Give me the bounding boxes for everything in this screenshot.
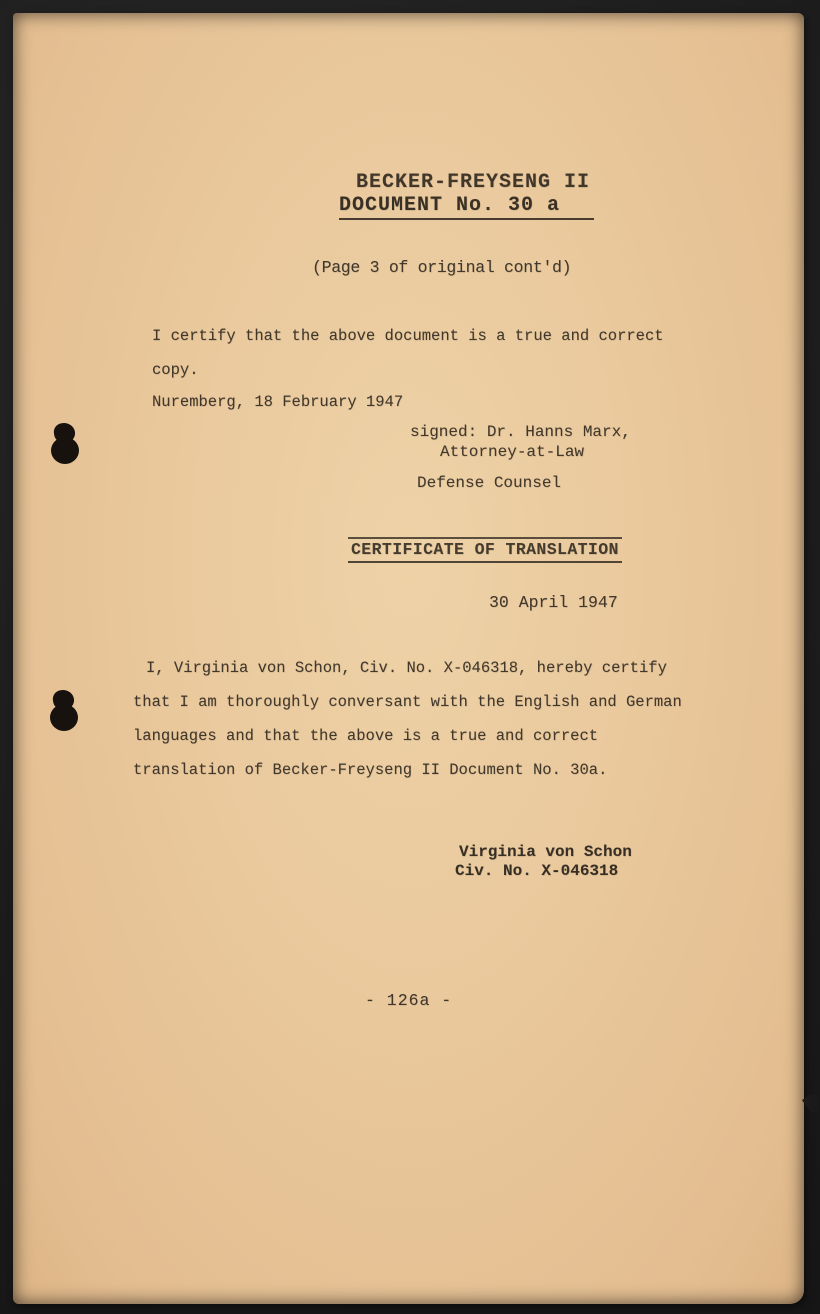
document-page (13, 13, 804, 1304)
translation-date: 30 April 1947 (489, 593, 618, 612)
translation-body-line: that I am thoroughly conversant with the English and German (133, 693, 682, 711)
signature-name: Virginia von Schon (459, 843, 632, 861)
page-number: - 126a - (365, 991, 453, 1010)
ink-blot-circle (50, 704, 78, 731)
certification-line-2: copy. (152, 361, 199, 379)
document-title: BECKER-FREYSENG II (356, 171, 591, 194)
document-number: DOCUMENT No. 30 a (339, 194, 594, 220)
signer-title: Attorney-at-Law (440, 443, 585, 461)
signature-id: Civ. No. X-046318 (455, 862, 619, 880)
page-reference: (Page 3 of original cont'd) (312, 258, 572, 277)
signed-line: signed: Dr. Hanns Marx, (410, 423, 631, 441)
translation-body-line: languages and that the above is a true and correct (133, 727, 599, 745)
certification-line-1: I certify that the above document is a true and correct (152, 327, 664, 345)
translation-certificate-heading: CERTIFICATE OF TRANSLATION (348, 537, 622, 563)
ink-blot-bottom (50, 690, 80, 734)
ink-blot-circle (51, 437, 79, 464)
translation-body-line: translation of Becker-Freyseng II Document No. 30a. (133, 761, 608, 779)
paper-edge-notch (802, 1095, 818, 1112)
translation-body-line: I, Virginia von Schon, Civ. No. X-046318, hereby certify (146, 659, 667, 677)
certification-place-date: Nuremberg, 18 February 1947 (152, 393, 404, 411)
ink-blot-top (51, 423, 81, 467)
signer-role: Defense Counsel (417, 474, 562, 492)
